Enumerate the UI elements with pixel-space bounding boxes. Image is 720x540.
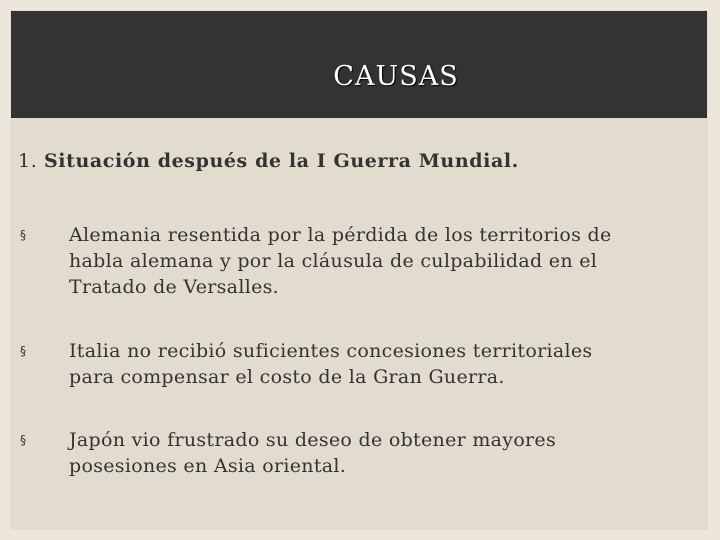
list-item-line: para compensar el costo de la Gran Guerra. [69,366,505,388]
list-item [69,427,719,479]
list-item-line: habla alemana y por la cláusula de culpabilidad en el [69,250,598,272]
list-item-line: Japón vio frustrado su deseo de obtener mayores [69,429,557,451]
list-item-line: Italia no recibió suficientes concesiones territoriales [69,340,593,362]
slide-title: CAUSAS [333,61,459,92]
list-item [69,338,719,390]
list-item-line: Alemania resentida por la pérdida de los territorios de [69,224,612,246]
bullet-icon: § [20,344,26,358]
bullet-icon: § [20,228,26,242]
section-heading-text: Situación después de la I Guerra Mundial. [43,150,519,172]
bullet-icon: § [20,433,26,447]
section-heading [18,150,519,172]
list-item-line: posesiones en Asia oriental. [69,455,347,477]
title-bar [11,11,707,118]
list-item [69,222,719,300]
section-number: 1. [18,150,38,172]
list-item-line: Tratado de Versalles. [69,276,280,298]
